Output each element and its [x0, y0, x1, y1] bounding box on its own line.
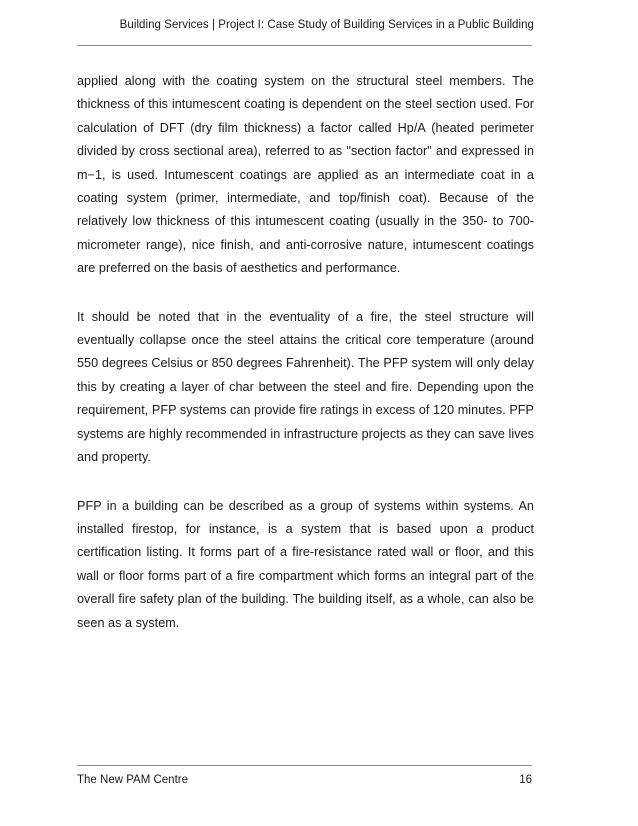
- header-divider: [77, 45, 532, 46]
- body-text: [77, 70, 534, 660]
- footer-title: The New PAM Centre: [77, 774, 188, 786]
- paragraph-pfp-systems: PFP in a building can be described as a group of systems within systems. An installed firestop, for instance, is a system that is based upon a product certification listing. It forms part of a fire-resistance rated wall or floor, and this wall or floor forms part of a fire compartment which forms an integral part of the overall fire safety plan of the building. The building itself, as a whole, can also be seen as a system.: [77, 498, 534, 630]
- running-header: Building Services | Project I: Case Study of Building Services in a Public Building: [119, 19, 534, 31]
- paragraph-pfp-fire-delay: It should be noted that in the eventuality of a fire, the steel structure will eventually collapse once the steel attains the critical core temperature (around 550 degrees Celsius or 850 degrees Fahrenheit). The PFP system will only delay this by creating a layer of char between the steel and fire. Depending upon the requirement, PFP systems can provide fire ratings in excess of 120 minutes. PFP systems are highly recommended in infrastructure projects as they can save lives and property.: [77, 309, 534, 465]
- paragraph-intumescent-coating: applied along with the coating system on the structural steel members. The thickness of this intumescent coating is dependent on the steel section used. For calculation of DFT (dry film thickness) a factor called Hp/A (heated perimeter divided by cross sectional area), referred to as "section factor" and expressed in m−1, is used. Intumescent coatings are applied as an intermediate coat in a coating system (primer, intermediate, and top/finish coat). Because of the relatively low thickness of this intumescent coating (usually in the 350- to 700-micrometer range), nice finish, and anti-corrosive nature, intumescent coatings are preferred on the basis of aesthetics and performance.: [77, 74, 534, 276]
- footer-divider: [77, 765, 532, 766]
- page-number: 16: [519, 774, 532, 786]
